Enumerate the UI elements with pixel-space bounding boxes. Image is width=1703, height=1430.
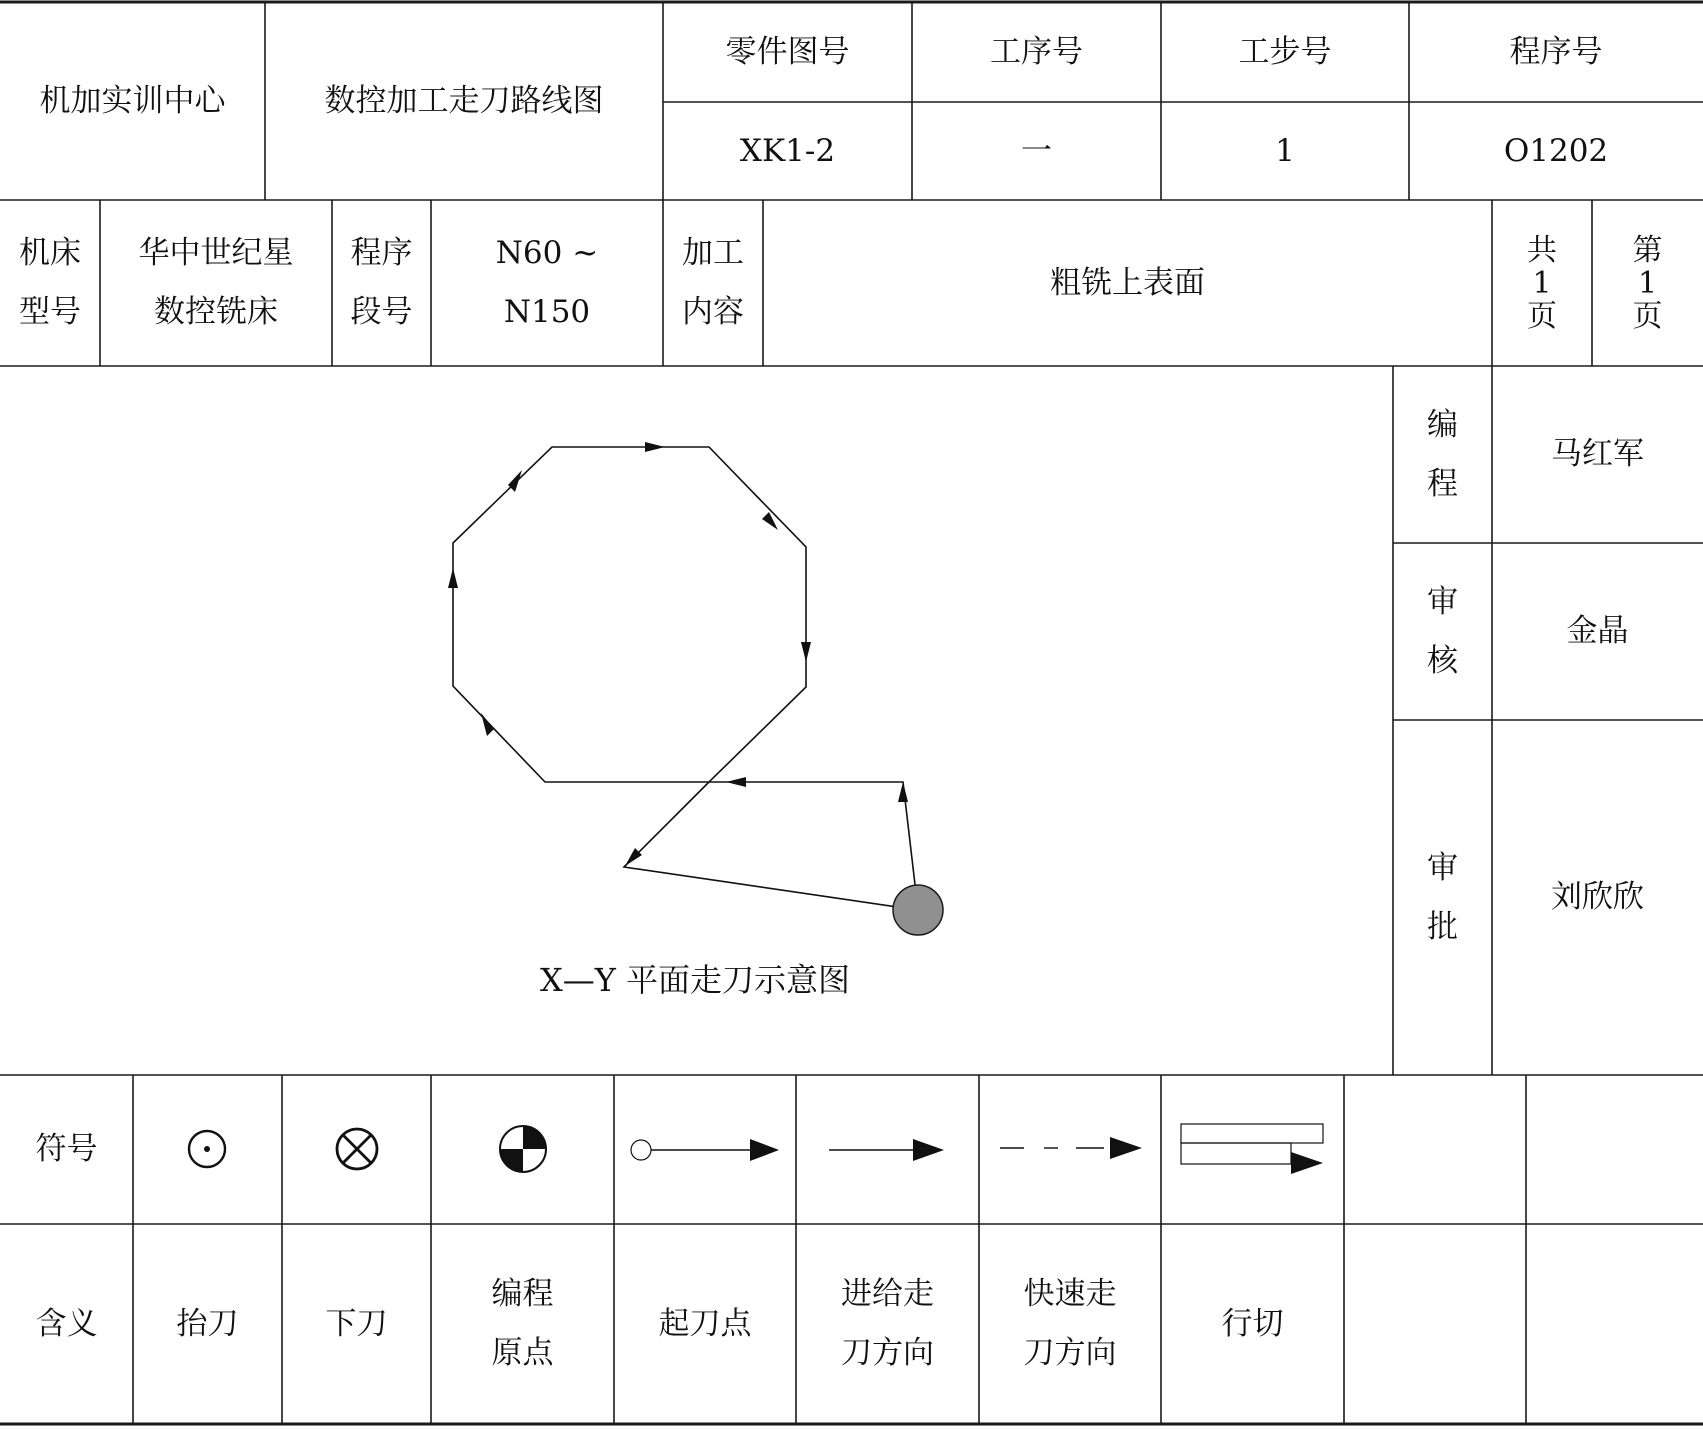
programmer-name: 马红军 [1551,436,1644,473]
feed-arrow-icon [829,1139,944,1161]
content-label: 加工 内容 [682,235,744,330]
path-arrow [645,442,665,452]
path-arrow [726,777,746,787]
tool-up-icon [189,1131,225,1167]
approach-path [624,782,918,910]
tool-down-icon [337,1129,377,1169]
meaning-row-label: 含义 [35,1305,98,1342]
return-path [709,782,918,910]
org-name: 机加实训中心 [39,82,226,119]
start-point-marker [893,885,943,935]
diagram-caption: X—Y 平面走刀示意图 [539,960,851,999]
approver-label: 审 批 [1427,849,1458,945]
path-arrow [481,713,494,736]
op-no-label: 工序号 [990,33,1083,70]
program-no-label: 程序号 [1509,33,1603,70]
segment-label: 程序 段号 [350,235,413,330]
segment-value: N60 ~ N150 [495,235,599,330]
octagon-contour [453,447,806,782]
approver-name: 刘欣欣 [1551,879,1644,916]
path-arrow [448,568,458,588]
part-no-label: 零件图号 [725,33,850,70]
program-no-value: O1202 [1503,132,1609,169]
tool-path [448,442,943,935]
path-arrow [801,642,811,662]
reviewer-label: 审 核 [1427,583,1458,679]
document-title: 数控加工走刀路线图 [324,82,604,119]
legend-meaning: 行切 [1221,1305,1284,1342]
legend-meaning: 进给走 刀方向 [841,1276,934,1371]
step-no-value: 1 [1275,132,1295,169]
program-origin-icon [500,1126,546,1172]
op-no-value: 一 [1021,132,1052,169]
page-number: 第 1 页 [1632,232,1663,334]
path-arrow [898,782,908,802]
content-value: 粗铣上表面 [1050,264,1205,301]
part-no-value: XK1-2 [739,132,836,169]
row-cut-icon [1181,1124,1323,1174]
reviewer-name: 金晶 [1566,613,1629,650]
rapid-arrow-icon [1000,1137,1142,1159]
legend-meaning: 快速走 刀方向 [1023,1276,1117,1371]
legend-meaning: 下刀 [325,1305,388,1342]
programmer-label: 编 程 [1427,406,1458,502]
machine-label: 机床 型号 [19,235,81,330]
legend-meaning: 编程 原点 [491,1276,554,1371]
legend-meaning: 抬刀 [176,1305,239,1342]
start-point-icon [631,1139,779,1161]
total-pages: 共 1 页 [1527,232,1557,334]
legend-meaning: 起刀点 [658,1305,752,1342]
symbol-row-label: 符号 [35,1131,98,1168]
step-no-label: 工步号 [1238,33,1332,70]
machine-value: 华中世纪星 数控铣床 [138,235,294,330]
